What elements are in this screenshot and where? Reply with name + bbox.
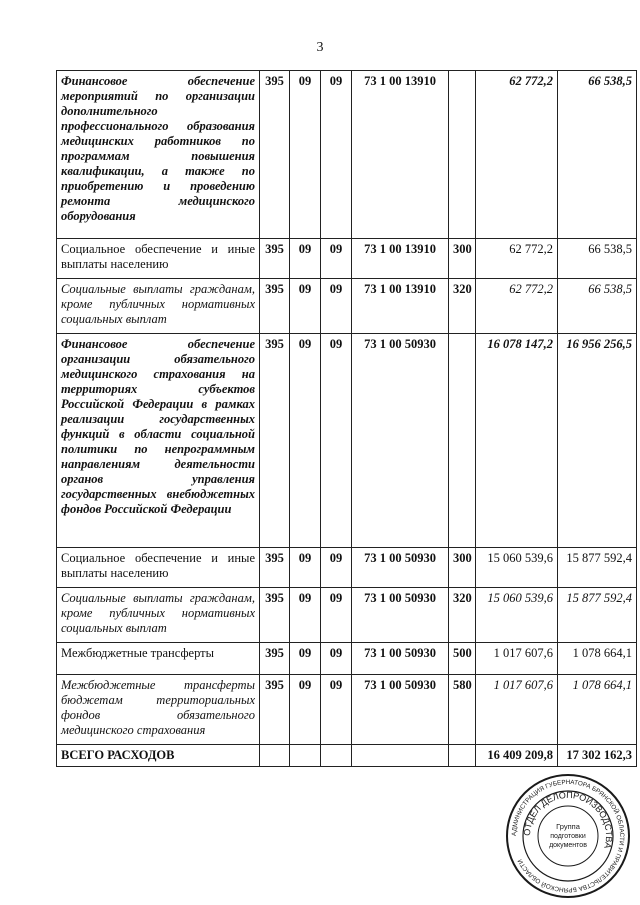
- office-stamp: [505, 773, 631, 899]
- row-name: Социальное обеспечение и иные выплаты населению: [57, 239, 260, 279]
- cell-amount-year2: 66 538,5: [558, 71, 637, 239]
- cell-gr: 395: [260, 239, 290, 279]
- total-year1: 16 409 209,8: [476, 745, 558, 767]
- cell-empty: [352, 745, 449, 767]
- cell-vr: 320: [449, 279, 476, 334]
- row-name: Межбюджетные трансферты бюджетам территориальных фондов обязательного медицинского страхования: [57, 675, 260, 745]
- cell-amount-year2: 15 877 592,4: [558, 588, 637, 643]
- cell-vr: [449, 71, 476, 239]
- page-number: 3: [316, 40, 324, 55]
- cell-gr: 395: [260, 643, 290, 675]
- stamp-ring-text: АДМИНИСТРАЦИЯ ГУБЕРНАТОРА БРЯНСКОЙ ОБЛАСТИ И ПРАВИТЕЛЬСТВА БРЯНСКОЙ ОБЛАСТИ: [510, 778, 626, 894]
- cell-csr: 73 1 00 50930: [352, 675, 449, 745]
- cell-vr: 500: [449, 643, 476, 675]
- row-name: Финансовое обеспечение мероприятий по организации дополнительного профессионального образования медицинских работников по программам повышения квалификации, а также по приобретению и проведению ремонта медицинского оборудования: [57, 71, 260, 239]
- stamp-center-line-1: Группа: [556, 822, 580, 831]
- cell-vr: 300: [449, 239, 476, 279]
- cell-pr: 09: [321, 279, 352, 334]
- cell-empty: [321, 745, 352, 767]
- cell-gr: 395: [260, 334, 290, 548]
- cell-amount-year1: 62 772,2: [476, 279, 558, 334]
- row-name: Социальное обеспечение и иные выплаты населению: [57, 548, 260, 588]
- table-row: [57, 675, 637, 745]
- table-row: [57, 334, 637, 548]
- stamp-inner-ring-text: ОТДЕЛ ДЕЛОПРОИЗВОДСТВА: [521, 789, 615, 850]
- cell-rz: 09: [290, 643, 321, 675]
- table-row: [57, 239, 637, 279]
- cell-empty: [449, 745, 476, 767]
- table-row: [57, 71, 637, 239]
- cell-pr: 09: [321, 71, 352, 239]
- cell-rz: 09: [290, 239, 321, 279]
- table-row: [57, 279, 637, 334]
- cell-amount-year1: 1 017 607,6: [476, 643, 558, 675]
- cell-csr: 73 1 00 50930: [352, 334, 449, 548]
- cell-csr: 73 1 00 50930: [352, 643, 449, 675]
- cell-rz: 09: [290, 675, 321, 745]
- cell-gr: 395: [260, 588, 290, 643]
- cell-pr: 09: [321, 548, 352, 588]
- cell-gr: 395: [260, 71, 290, 239]
- cell-amount-year2: 1 078 664,1: [558, 643, 637, 675]
- cell-rz: 09: [290, 71, 321, 239]
- cell-amount-year1: 15 060 539,6: [476, 588, 558, 643]
- table-row: [57, 548, 637, 588]
- cell-amount-year2: 16 956 256,5: [558, 334, 637, 548]
- row-name: Социальные выплаты гражданам, кроме публичных нормативных социальных выплат: [57, 279, 260, 334]
- cell-rz: 09: [290, 548, 321, 588]
- table-row: [57, 643, 637, 675]
- cell-csr: 73 1 00 13910: [352, 239, 449, 279]
- cell-amount-year2: 1 078 664,1: [558, 675, 637, 745]
- cell-pr: 09: [321, 675, 352, 745]
- cell-vr: 300: [449, 548, 476, 588]
- cell-amount-year2: 66 538,5: [558, 279, 637, 334]
- expenses-table: [56, 70, 637, 767]
- cell-rz: 09: [290, 334, 321, 548]
- cell-rz: 09: [290, 279, 321, 334]
- cell-csr: 73 1 00 13910: [352, 279, 449, 334]
- cell-gr: 395: [260, 548, 290, 588]
- cell-gr: 395: [260, 675, 290, 745]
- cell-pr: 09: [321, 643, 352, 675]
- cell-amount-year2: 15 877 592,4: [558, 548, 637, 588]
- cell-amount-year1: 62 772,2: [476, 239, 558, 279]
- cell-empty: [260, 745, 290, 767]
- cell-gr: 395: [260, 279, 290, 334]
- cell-pr: 09: [321, 588, 352, 643]
- cell-vr: [449, 334, 476, 548]
- cell-pr: 09: [321, 239, 352, 279]
- cell-empty: [290, 745, 321, 767]
- table-row: [57, 588, 637, 643]
- stamp-center-line-2: подготовки: [550, 833, 586, 840]
- total-row: [57, 745, 637, 767]
- row-name: Межбюджетные трансферты: [57, 643, 260, 675]
- cell-vr: 580: [449, 675, 476, 745]
- row-name: Финансовое обеспечение организации обязательного медицинского страхования на территориях субъектов Российской Федерации в рамках реализации государственных функций в области социальной политики по непрограммным направлениям деятельности органов управления государственных внебюджетных фондов Российской Федерации: [57, 334, 260, 548]
- cell-csr: 73 1 00 50930: [352, 548, 449, 588]
- cell-amount-year1: 62 772,2: [476, 71, 558, 239]
- cell-amount-year1: 16 078 147,2: [476, 334, 558, 548]
- cell-amount-year2: 66 538,5: [558, 239, 637, 279]
- total-label: ВСЕГО РАСХОДОВ: [57, 745, 260, 767]
- cell-csr: 73 1 00 50930: [352, 588, 449, 643]
- cell-pr: 09: [321, 334, 352, 548]
- cell-rz: 09: [290, 588, 321, 643]
- cell-amount-year1: 1 017 607,6: [476, 675, 558, 745]
- total-year2: 17 302 162,3: [558, 745, 637, 767]
- cell-amount-year1: 15 060 539,6: [476, 548, 558, 588]
- cell-csr: 73 1 00 13910: [352, 71, 449, 239]
- cell-vr: 320: [449, 588, 476, 643]
- row-name: Социальные выплаты гражданам, кроме публичных нормативных социальных выплат: [57, 588, 260, 643]
- stamp-center-line-3: документов: [549, 842, 587, 849]
